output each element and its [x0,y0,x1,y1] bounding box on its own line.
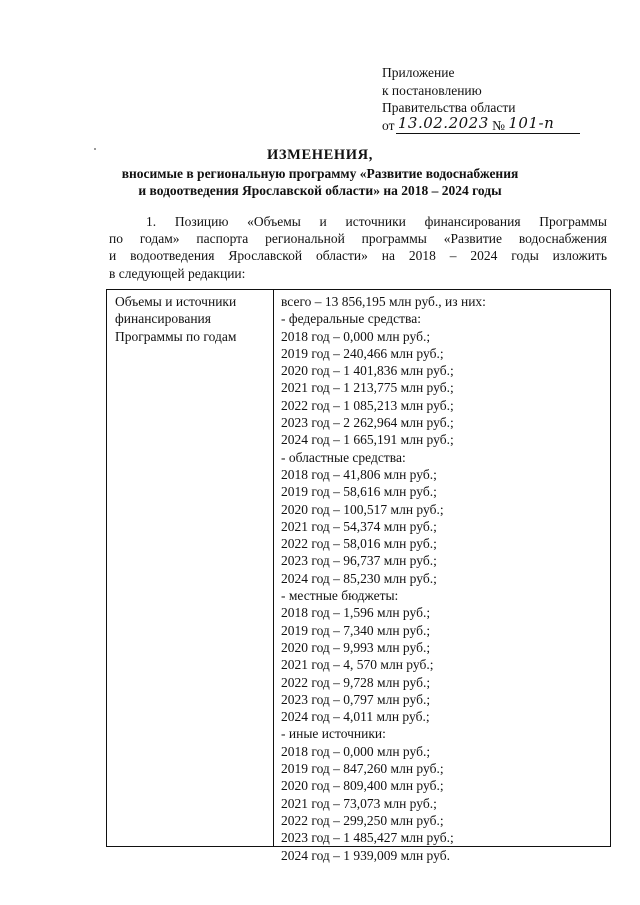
left-cell-line-1: Объемы и источники [115,294,237,309]
left-cell-line-2: финансирования [115,311,211,327]
local-row: 2022 год – 9,728 млн руб.; [281,674,431,690]
regional-row: 2022 год – 58,016 млн руб.; [281,536,437,552]
regional-row: 2020 год – 100,517 млн руб.; [281,501,444,517]
local-row: 2023 год – 0,797 млн руб.; [281,691,431,707]
intro-line-4: в следующей редакции: [109,265,246,281]
intro-line-3: и водоотведения Ярославской области» на 2018 – 2024 годы изложить [109,248,607,264]
other-row: 2024 год – 1 939,009 млн руб. [281,847,450,863]
federal-row: 2021 год – 1 213,775 млн руб.; [281,380,454,396]
regional-row: 2018 год – 41,806 млн руб.; [281,466,437,482]
table-right-cell [281,293,486,864]
table-left-cell [115,293,236,345]
regional-row: 2024 год – 85,230 млн руб.; [281,570,437,586]
other-row: 2019 год – 847,260 млн руб.; [281,761,444,777]
federal-row: 2023 год – 2 262,964 млн руб.; [281,415,454,431]
appendix-line-2: к постановлению [382,82,482,98]
local-row: 2020 год – 9,993 млн руб.; [281,639,431,655]
section-heading-regional: - областные средства: [281,449,406,465]
handwritten-date: 13.02.2023 [397,113,489,132]
local-row: 2024 год – 4,011 млн руб.; [281,709,430,725]
section-heading-other: - иные источники: [281,726,386,742]
local-row: 2019 год – 7,340 млн руб.; [281,622,431,638]
appendix-date-line [382,113,555,135]
handwritten-number: 101-п [508,113,555,132]
financing-table [106,289,611,863]
federal-row: 2024 год – 1 665,191 млн руб.; [281,432,454,448]
section-heading-local: - местные бюджеты: [281,588,399,604]
total-line: всего – 13 856,195 млн руб., из них: [281,294,486,309]
appendix-line-1: Приложение [382,65,455,80]
date-prefix: от [382,117,395,133]
appendix-block [382,64,554,134]
federal-row: 2020 год – 1 401,836 млн руб.; [281,363,454,379]
local-row: 2021 год – 4, 570 млн руб.; [281,657,434,673]
other-row: 2023 год – 1 485,427 млн руб.; [281,830,454,846]
federal-row: 2019 год – 240,466 млн руб.; [281,345,444,361]
number-prefix: № [492,117,506,133]
federal-row: 2022 год – 1 085,213 млн руб.; [281,397,454,413]
local-row: 2018 год – 1,596 млн руб.; [281,605,431,621]
appendix-line-3: Правительства области [382,100,516,115]
regional-row: 2019 год – 58,616 млн руб.; [281,484,437,500]
other-row: 2020 год – 809,400 млн руб.; [281,778,444,794]
left-cell-line-3: Программы по годам [115,328,237,344]
intro-paragraph [109,213,607,282]
regional-row: 2021 год – 54,374 млн руб.; [281,518,437,534]
intro-line-1: 1. Позицию «Объемы и источники финансирования Программы [146,214,607,229]
intro-line-2: по годам» паспорта региональной программы «Развитие водоснабжения [109,231,607,247]
signature-underline [396,133,580,134]
regional-row: 2023 год – 96,737 млн руб.; [281,553,437,569]
other-row: 2018 год – 0,000 млн руб.; [281,743,431,759]
other-row: 2022 год – 299,250 млн руб.; [281,812,444,828]
document-subtitle-line-2: и водоотведения Ярославской области» на 2018 – 2024 годы [138,183,502,198]
document-title: ИЗМЕНЕНИЯ, [267,147,373,163]
federal-row: 2018 год – 0,000 млн руб.; [281,328,431,344]
other-row: 2021 год – 73,073 млн руб.; [281,795,437,811]
document-subtitle-line-1: вносимые в региональную программу «Развитие водоснабжения [121,166,519,181]
section-heading-federal: - федеральные средства: [281,311,421,327]
table-column-divider [273,290,274,846]
